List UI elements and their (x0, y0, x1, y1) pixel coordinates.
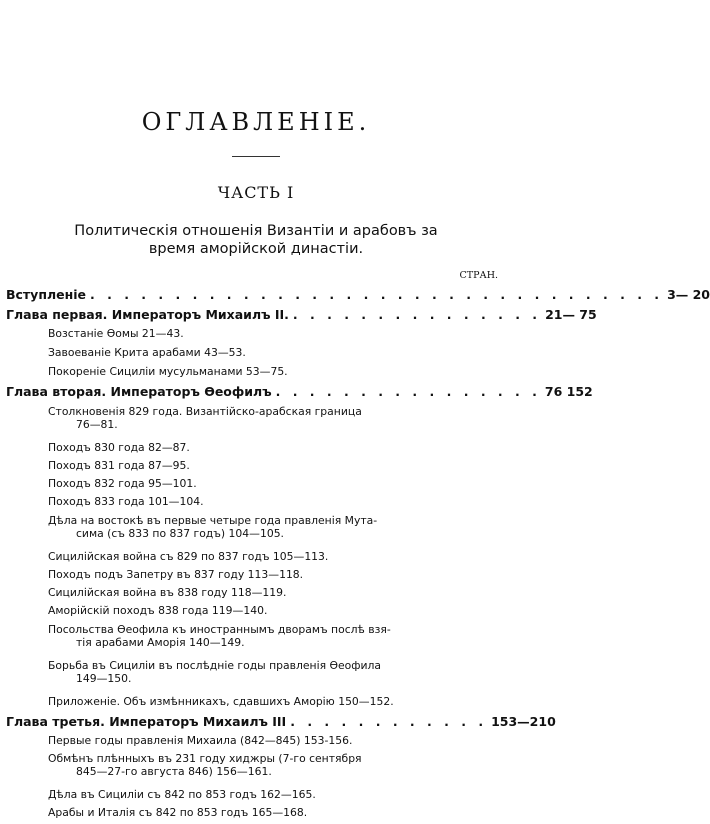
toc-entry (0, 623, 512, 659)
divider (232, 156, 280, 157)
toc-entry (0, 568, 512, 586)
entry-title-continued: тія арабами Аморія 140—149. (76, 636, 245, 649)
entry-title: Вступленіе (6, 287, 86, 302)
toc-entry-introduction (0, 287, 710, 307)
part-subtitle (10, 222, 502, 258)
entry-title: Посольства Ѳеофила къ иностраннымъ дворамъ послѣ взя- (48, 623, 391, 636)
entry-title: Походъ 832 года 95—101. (48, 477, 197, 490)
entry-pages: 153—210 (491, 714, 556, 729)
page-title: ОГЛАВЛЕНІЕ. (141, 108, 371, 136)
entry-pages: 76 152 (544, 384, 593, 399)
toc-entry (0, 752, 512, 788)
toc-entry (0, 586, 512, 604)
toc-entry-chapter-2 (0, 384, 593, 405)
subtitle-line-2: время аморійской династіи. (148, 241, 364, 257)
toc-entry (0, 346, 512, 365)
toc-entry (0, 734, 512, 752)
toc-entry (0, 365, 512, 384)
entry-title-continued: 76—81. (76, 418, 118, 431)
toc-entry (0, 327, 512, 346)
entry-title-continued: сима (съ 833 по 837 годъ) 104—105. (76, 527, 284, 540)
entry-title: Сицилійская война съ 829 по 837 годъ 105—113. (48, 550, 329, 563)
toc-entry (0, 459, 512, 477)
entry-title: Глава вторая. Императоръ Ѳеофилъ (6, 384, 272, 399)
entry-title: Сицилійская война въ 838 году 118—119. (48, 586, 287, 599)
entry-title: Первые годы правленія Михаила (842—845) 153-156. (48, 734, 353, 747)
entry-title: Приложеніе. Объ измѣнникахъ, сдавшихъ Аморію 150—152. (48, 695, 394, 708)
toc-entry (0, 788, 512, 806)
entry-title: Походъ 833 года 101—104. (48, 495, 204, 508)
entry-title: Походъ 830 года 82—87. (48, 441, 190, 454)
toc-entry (0, 495, 512, 514)
entry-title-continued: 845—27-го августа 846) 156—161. (76, 765, 272, 778)
entry-title: Аморійскій походъ 838 года 119—140. (48, 604, 268, 617)
toc-entry (0, 550, 512, 568)
entry-title: Глава первая. Императоръ Михаилъ II. (6, 307, 289, 322)
pages-column-header: СТРАН. (459, 270, 498, 281)
entry-title: Глава третья. Императоръ Михаилъ III (6, 714, 287, 729)
leader-dots: . . . . . . . . . . . . . . . . . . . . . . . . . . . . . . . . . . (90, 287, 664, 302)
entry-pages: 3— 20 (667, 287, 710, 302)
entry-title: Дѣла на востокѣ въ первые четыре года правленія Мута- (48, 514, 378, 527)
leader-dots: . . . . . . . . . . . . (290, 714, 488, 729)
entry-title: Дѣла въ Сициліи съ 842 по 853 годъ 162—165. (48, 788, 316, 801)
toc-entry (0, 514, 512, 550)
toc-entry-chapter-1 (0, 307, 597, 327)
entry-title: Арабы и Италія съ 842 по 853 годъ 165—168. (48, 806, 308, 819)
toc-entry (0, 604, 512, 623)
table-of-contents (0, 287, 710, 824)
entry-title: Столкновенія 829 года. Византійско-арабская граница (48, 405, 362, 418)
toc-entry (0, 695, 512, 714)
toc-entry (0, 441, 512, 459)
part-heading: ЧАСТЬ I (217, 183, 295, 202)
toc-entry (0, 806, 512, 824)
toc-entry (0, 659, 512, 695)
entry-title-continued: 149—150. (76, 672, 132, 685)
leader-dots: . . . . . . . . . . . . . . . (292, 307, 542, 322)
subtitle-line-1: Политическія отношенія Византіи и арабовъ за (74, 223, 438, 239)
leader-dots: . . . . . . . . . . . . . . . . (275, 384, 541, 399)
toc-entry (0, 477, 512, 495)
entry-title: Походъ 831 года 87—95. (48, 459, 190, 472)
entry-title: Завоеваніе Крита арабами 43—53. (48, 346, 246, 359)
entry-title: Покореніе Сициліи мусульманами 53—75. (48, 365, 288, 378)
entry-pages: 21— 75 (545, 307, 597, 322)
entry-title: Походъ подъ Запетру въ 837 году 113—118. (48, 568, 304, 581)
entry-title: Борьба въ Сициліи въ послѣдніе годы правленія Ѳеофила (48, 659, 382, 672)
entry-title: Обмѣнъ плѣнныхъ въ 231 году хиджры (7-го сентября (48, 752, 362, 765)
toc-entry-chapter-3 (0, 714, 556, 734)
toc-entry (0, 405, 512, 441)
entry-title: Возстаніе Ѳомы 21—43. (48, 327, 184, 340)
